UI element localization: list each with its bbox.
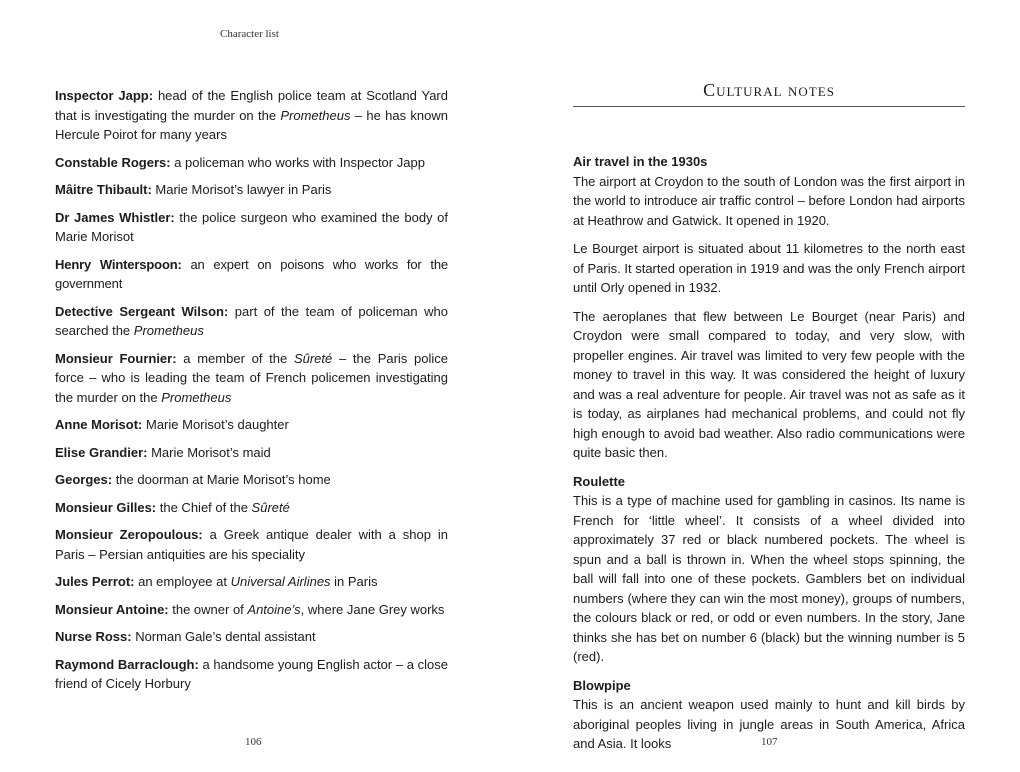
character-entry: Georges: the doorman at Marie Morisot’s home xyxy=(55,472,331,487)
section-heading: Roulette xyxy=(573,473,625,489)
character-name: Detective Sergeant Wilson: xyxy=(55,303,229,319)
character-name: Henry Winterspoon: xyxy=(55,256,182,272)
character-entry: Raymond Barraclough: a handsome young English actor – a close friend of Cicely Horbury xyxy=(55,656,448,691)
character-entry: Jules Perrot: an employee at Universal Airlines in Paris xyxy=(55,574,378,589)
section-heading: Blowpipe xyxy=(573,677,631,693)
character-name: Monsieur Fournier: xyxy=(55,350,177,366)
left-page xyxy=(55,0,448,772)
character-entry: Constable Rogers: a policeman who works with Inspector Japp xyxy=(55,154,425,170)
character-name: Nurse Ross: xyxy=(55,629,132,644)
character-name: Monsieur Zeropoulous: xyxy=(55,527,203,542)
paragraph: This is an ancient weapon used mainly to hunt and kill birds by aboriginal peoples living in jungle areas in South America, Africa and Asia. It looks xyxy=(573,697,965,751)
note-section xyxy=(573,152,965,463)
paragraph: Le Bourget airport is situated about 11 kilometres to the north east of Paris. It started operation in 1919 and was the only French airport until Orly opened in 1932. xyxy=(573,241,965,295)
character-name: Constable Rogers: xyxy=(55,154,171,170)
character-name: Monsieur Antoine: xyxy=(55,601,169,617)
character-entry: Henry Winterspoon: an expert on poisons who works for the government xyxy=(55,256,448,291)
character-entry: Monsieur Zeropoulous: a Greek antique dealer with a shop in Paris – Persian antiquities are his speciality xyxy=(55,527,448,562)
character-entry: Nurse Ross: Norman Gale’s dental assistant xyxy=(55,629,316,644)
chapter-title: Cultural notes xyxy=(703,80,835,100)
note-section xyxy=(573,472,965,667)
paragraph: This is a type of machine used for gambling in casinos. Its name is French for ‘little wheel’. It consists of a wheel divided into approximately 37 red or black numbered pockets. The wheel is spun and a ball is thrown in. When the wheel stops spinning, the ball will fall into one of these pockets. Gamblers bet on individual numbers (where they can win the most money), groups of numbers, the colours black or red, or odd or even numbers. In the story, Jane thinks she has bet on number 6 (black) but the winning number is 5 (red). xyxy=(573,493,965,664)
character-entry: Mâitre Thibault: Marie Morisot’s lawyer in Paris xyxy=(55,182,332,197)
character-entry: Monsieur Gilles: the Chief of the Sûreté xyxy=(55,499,290,515)
character-name: Elise Grandier: xyxy=(55,444,148,460)
running-head: Character list xyxy=(220,28,279,40)
character-name: Mâitre Thibault: xyxy=(55,182,152,197)
page-number: 107 xyxy=(761,736,778,748)
character-entry: Detective Sergeant Wilson: part of the team of policeman who searched the Prometheus xyxy=(55,303,448,338)
character-list xyxy=(55,86,448,702)
right-page xyxy=(573,0,965,772)
character-name: Georges: xyxy=(55,472,113,487)
character-name: Inspector Japp: xyxy=(55,88,154,103)
character-entry: Inspector Japp: head of the English police team at Scotland Yard that is investigating the murder on the Prometheus – he has known Hercule Poirot for many years xyxy=(55,88,448,142)
character-entry: Elise Grandier: Marie Morisot’s maid xyxy=(55,444,271,460)
character-entry: Dr James Whistler: the police surgeon who examined the body of Marie Morisot xyxy=(55,209,448,244)
character-entry: Monsieur Fournier: a member of the Sûreté – the Paris police force – who is leading the team of French policemen investigating the murder on the Prometheus xyxy=(55,350,448,405)
paragraph: The aeroplanes that flew between Le Bourget (near Paris) and Croydon were small compared to today, and very slow, with propeller engines. Air travel was limited to very few people with the money to travel in this way. It was considered the height of luxury and was a real adventure for people. Air travel was not as safe as it is today, as airplanes had mechanical problems, and could not fly high enough to avoid bad weather. Also radio communications were quite basic then. xyxy=(573,308,965,460)
character-entry: Monsieur Antoine: the owner of Antoine’s, where Jane Grey works xyxy=(55,601,445,617)
section-heading: Air travel in the 1930s xyxy=(573,154,708,169)
character-entry: Anne Morisot: Marie Morisot’s daughter xyxy=(55,417,289,432)
character-name: Dr James Whistler: xyxy=(55,209,175,225)
cultural-notes xyxy=(573,152,965,763)
character-name: Jules Perrot: xyxy=(55,574,135,589)
character-name: Monsieur Gilles: xyxy=(55,499,157,515)
title-divider xyxy=(573,106,965,107)
page-number: 106 xyxy=(245,736,262,748)
character-name: Raymond Barraclough: xyxy=(55,656,199,672)
paragraph: The airport at Croydon to the south of London was the first airport in the world to introduce air traffic control – before London had airports at Heathrow and Gatwick. It opened in 1920. xyxy=(573,173,965,228)
character-name: Anne Morisot: xyxy=(55,417,143,432)
